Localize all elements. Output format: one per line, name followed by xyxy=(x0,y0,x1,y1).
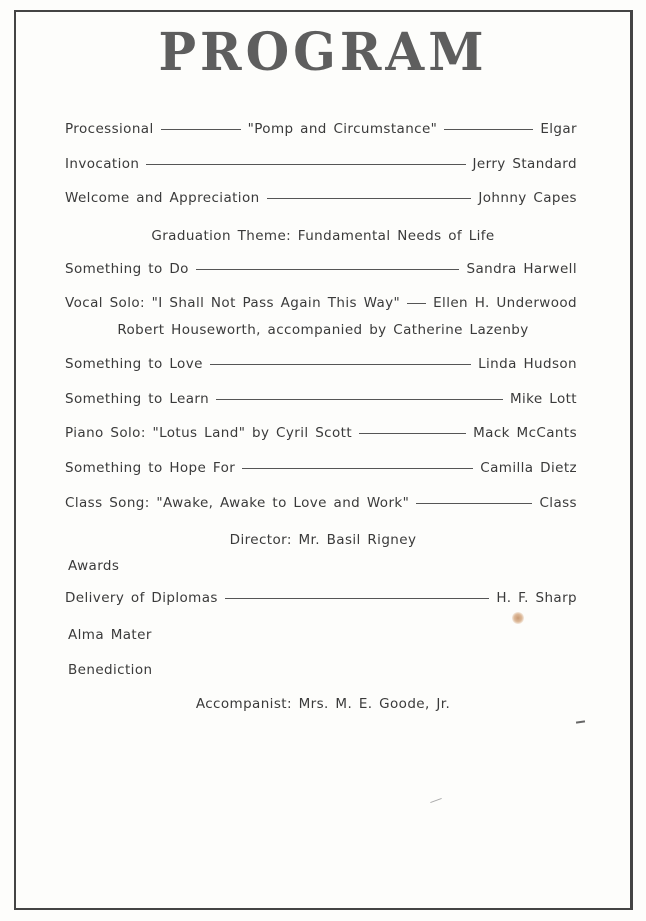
program-item-something-to-love xyxy=(65,356,577,378)
program-item-invocation xyxy=(65,156,577,178)
program-item-benediction: Benediction xyxy=(68,662,153,678)
item-label: Something to Love xyxy=(65,356,203,372)
paper-stain xyxy=(512,612,524,624)
item-performer: Elgar xyxy=(540,121,577,137)
program-item-class-song xyxy=(65,495,577,517)
item-performer: Jerry Standard xyxy=(472,156,577,172)
program-item-awards: Awards xyxy=(68,558,120,574)
leader-line xyxy=(242,468,473,469)
item-label: Something to Do xyxy=(65,261,189,277)
program-item-alma-mater: Alma Mater xyxy=(68,627,152,643)
program-item-piano-solo xyxy=(65,425,577,447)
leader-line xyxy=(196,269,460,270)
accompanist-credit: Accompanist: Mrs. M. E. Goode, Jr. xyxy=(195,696,451,712)
program-item-something-to-learn xyxy=(65,391,577,413)
program-item-vocal-solo xyxy=(65,295,577,317)
page-title: PROGRAM xyxy=(158,20,488,83)
vocal-solo-performers: Robert Houseworth, accompanied by Catherine Lazenby xyxy=(117,322,529,338)
program-item-something-to-hope-for xyxy=(65,460,577,482)
leader-line xyxy=(416,503,532,504)
leader-line xyxy=(216,399,503,400)
item-label: Processional xyxy=(65,121,154,137)
class-song-director: Director: Mr. Basil Rigney xyxy=(229,532,417,548)
item-label: Something to Hope For xyxy=(65,460,236,476)
leader-line xyxy=(161,129,241,130)
item-label: Piano Solo: "Lotus Land" by Cyril Scott xyxy=(65,425,353,441)
item-label: Vocal Solo: "I Shall Not Pass Again This Way" xyxy=(65,295,401,311)
item-label: Something to Learn xyxy=(65,391,210,407)
item-label: Class Song: "Awake, Awake to Love and Work" xyxy=(65,495,410,511)
item-performer: Camilla Dietz xyxy=(480,460,577,476)
item-label: Delivery of Diplomas xyxy=(65,590,218,606)
item-performer: H. F. Sharp xyxy=(496,590,577,606)
item-performer: Johnny Capes xyxy=(478,190,577,206)
item-piece: "Pomp and Circumstance" xyxy=(247,121,438,137)
program-item-processional xyxy=(65,121,577,143)
graduation-theme: Graduation Theme: Fundamental Needs of Life xyxy=(151,228,495,244)
leader-line xyxy=(407,303,426,304)
leader-line xyxy=(146,164,465,165)
leader-line xyxy=(359,433,466,434)
leader-line xyxy=(210,364,471,365)
program-item-welcome xyxy=(65,190,577,212)
item-label: Invocation xyxy=(65,156,140,172)
program-item-diplomas xyxy=(65,590,577,612)
item-performer: Mack McCants xyxy=(473,425,577,441)
item-performer: Linda Hudson xyxy=(478,356,577,372)
item-performer: Mike Lott xyxy=(509,391,577,407)
item-performer: Sandra Harwell xyxy=(466,261,577,277)
item-performer: Ellen H. Underwood xyxy=(433,295,577,311)
item-label: Welcome and Appreciation xyxy=(65,190,260,206)
leader-line xyxy=(267,198,472,199)
leader-line xyxy=(444,129,533,130)
item-performer: Class xyxy=(539,495,577,511)
program-item-something-to-do xyxy=(65,261,577,283)
leader-line xyxy=(225,598,490,599)
